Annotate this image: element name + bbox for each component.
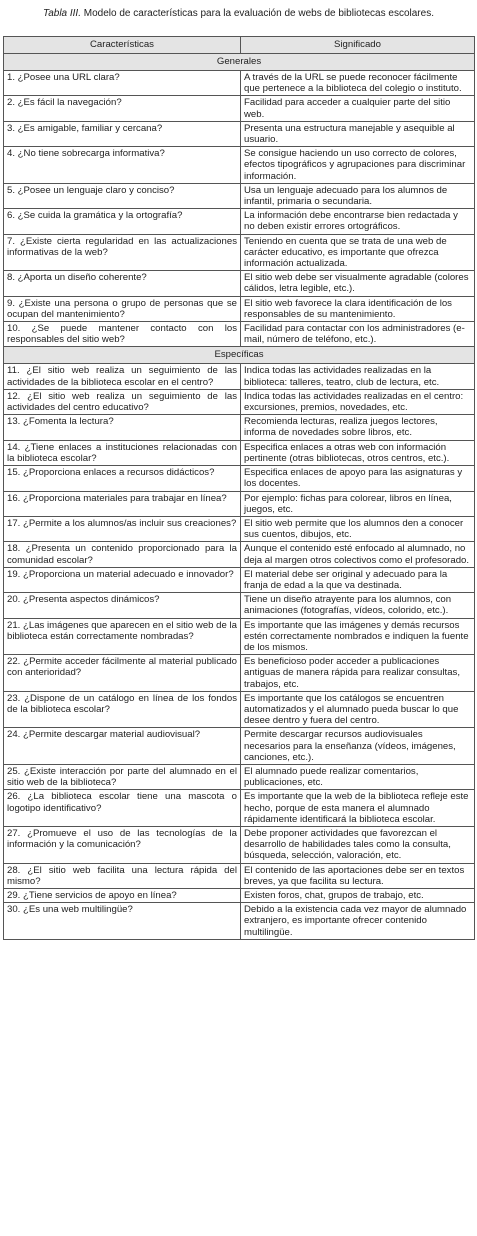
characteristic-cell: 16. ¿Proporciona materiales para trabajar en línea? bbox=[4, 491, 241, 516]
meaning-cell: El material debe ser original y adecuado para la franja de edad a la que va destinada. bbox=[241, 567, 475, 592]
section-row bbox=[4, 347, 475, 364]
section-row bbox=[4, 54, 475, 71]
characteristic-cell: 29. ¿Tiene servicios de apoyo en línea? bbox=[4, 889, 241, 903]
characteristic-cell: 23. ¿Dispone de un catálogo en línea de los fondos de la biblioteca escolar? bbox=[4, 691, 241, 728]
table-row bbox=[4, 389, 475, 414]
table-row bbox=[4, 863, 475, 888]
table-row bbox=[4, 691, 475, 728]
meaning-cell: El sitio web debe ser visualmente agradable (colores cálidos, letra legible, etc.). bbox=[241, 271, 475, 296]
table-row bbox=[4, 618, 475, 655]
characteristic-cell: 28. ¿El sitio web facilita una lectura rápida del mismo? bbox=[4, 863, 241, 888]
meaning-cell: El sitio web permite que los alumnos den a conocer sus cuentos, dibujos, etc. bbox=[241, 516, 475, 541]
header-characteristics: Características bbox=[4, 37, 241, 54]
meaning-cell: Debe proponer actividades que favorezcan el desarrollo de habilidades tales como la consulta, búsqueda, selección, valoración, etc. bbox=[241, 826, 475, 863]
characteristic-cell: 10. ¿Se puede mantener contacto con los responsables del sitio web? bbox=[4, 322, 241, 347]
table-row bbox=[4, 790, 475, 827]
meaning-cell: Especifica enlaces a otras web con información pertinente (otras bibliotecas, otros centros, etc.). bbox=[241, 440, 475, 465]
meaning-cell: Tiene un diseño atrayente para los alumnos, con animaciones (fotografías, vídeos, colorido, etc.). bbox=[241, 593, 475, 618]
meaning-cell: Teniendo en cuenta que se trata de una web de carácter educativo, es importante que ofrezca información actualizada. bbox=[241, 234, 475, 271]
characteristic-cell: 19. ¿Proporciona un material adecuado e innovador? bbox=[4, 567, 241, 592]
table-row bbox=[4, 903, 475, 940]
table-row bbox=[4, 322, 475, 347]
characteristic-cell: 4. ¿No tiene sobrecarga informativa? bbox=[4, 147, 241, 184]
table-row bbox=[4, 121, 475, 146]
characteristic-cell: 12. ¿El sitio web realiza un seguimiento de las actividades del centro educativo? bbox=[4, 389, 241, 414]
table-body bbox=[4, 54, 475, 940]
characteristic-cell: 5. ¿Posee un lenguaje claro y conciso? bbox=[4, 183, 241, 208]
table-row bbox=[4, 491, 475, 516]
characteristic-cell: 22. ¿Permite acceder fácilmente al material publicado con anterioridad? bbox=[4, 655, 241, 692]
meaning-cell: El contenido de las aportaciones debe ser en textos breves, ya que facilita su lectura. bbox=[241, 863, 475, 888]
section-title: Específicas bbox=[4, 347, 475, 364]
meaning-cell: Indica todas las actividades realizadas en el centro: excursiones, premios, novedades, etc. bbox=[241, 389, 475, 414]
meaning-cell: Por ejemplo: fichas para colorear, libros en línea, juegos, etc. bbox=[241, 491, 475, 516]
meaning-cell: El alumnado puede realizar comentarios, publicaciones, etc. bbox=[241, 764, 475, 789]
characteristic-cell: 9. ¿Existe una persona o grupo de personas que se ocupan del mantenimiento? bbox=[4, 296, 241, 321]
table-row bbox=[4, 764, 475, 789]
meaning-cell: Permite descargar recursos audiovisuales necesarios para la enseñanza (vídeos, imágenes, canciones, etc.). bbox=[241, 728, 475, 765]
table-row bbox=[4, 415, 475, 440]
table-row bbox=[4, 234, 475, 271]
table-caption bbox=[3, 8, 474, 24]
meaning-cell: Usa un lenguaje adecuado para los alumnos de infantil, primaria o secundaria. bbox=[241, 183, 475, 208]
table-row bbox=[4, 271, 475, 296]
table-row bbox=[4, 567, 475, 592]
table-row bbox=[4, 209, 475, 234]
table-row bbox=[4, 364, 475, 389]
characteristic-cell: 8. ¿Aporta un diseño coherente? bbox=[4, 271, 241, 296]
characteristic-cell: 18. ¿Presenta un contenido proporcionado para la comunidad escolar? bbox=[4, 542, 241, 567]
table-row bbox=[4, 96, 475, 121]
characteristics-table bbox=[3, 36, 475, 940]
meaning-cell: Facilidad para acceder a cualquier parte del sitio web. bbox=[241, 96, 475, 121]
table-row bbox=[4, 296, 475, 321]
characteristic-cell: 6. ¿Se cuida la gramática y la ortografía? bbox=[4, 209, 241, 234]
characteristic-cell: 13. ¿Fomenta la lectura? bbox=[4, 415, 241, 440]
meaning-cell: La información debe encontrarse bien redactada y no deben existir errores ortográficos. bbox=[241, 209, 475, 234]
table-row bbox=[4, 593, 475, 618]
table-row bbox=[4, 147, 475, 184]
meaning-cell: Recomienda lecturas, realiza juegos lectores, informa de novedades sobre libros, etc. bbox=[241, 415, 475, 440]
characteristic-cell: 14. ¿Tiene enlaces a instituciones relacionadas con la biblioteca escolar? bbox=[4, 440, 241, 465]
characteristic-cell: 27. ¿Promueve el uso de las tecnologías de la información y la comunicación? bbox=[4, 826, 241, 863]
meaning-cell: Se consigue haciendo un uso correcto de colores, efectos tipográficos y agrupaciones para discriminar información. bbox=[241, 147, 475, 184]
characteristic-cell: 3. ¿Es amigable, familiar y cercana? bbox=[4, 121, 241, 146]
characteristic-cell: 15. ¿Proporciona enlaces a recursos didácticos? bbox=[4, 466, 241, 491]
table-row bbox=[4, 71, 475, 96]
meaning-cell: A través de la URL se puede reconocer fácilmente que pertenece a la biblioteca del colegio o instituto. bbox=[241, 71, 475, 96]
table-row bbox=[4, 516, 475, 541]
header-meaning: Significado bbox=[241, 37, 475, 54]
characteristic-cell: 20. ¿Presenta aspectos dinámicos? bbox=[4, 593, 241, 618]
meaning-cell: Debido a la existencia cada vez mayor de alumnado extranjero, es importante ofrecer contenido multilingüe. bbox=[241, 903, 475, 940]
characteristic-cell: 7. ¿Existe cierta regularidad en las actualizaciones informativas de la web? bbox=[4, 234, 241, 271]
characteristic-cell: 17. ¿Permite a los alumnos/as incluir sus creaciones? bbox=[4, 516, 241, 541]
meaning-cell: Es importante que los catálogos se encuentren automatizados y el alumnado pueda buscar lo que desee dentro y fuera del centro. bbox=[241, 691, 475, 728]
characteristic-cell: 24. ¿Permite descargar material audiovisual? bbox=[4, 728, 241, 765]
characteristic-cell: 30. ¿Es una web multilingüe? bbox=[4, 903, 241, 940]
section-title: Generales bbox=[4, 54, 475, 71]
characteristic-cell: 26. ¿La biblioteca escolar tiene una mascota o logotipo identificativo? bbox=[4, 790, 241, 827]
characteristic-cell: 21. ¿Las imágenes que aparecen en el sitio web de la biblioteca están correctamente nombradas? bbox=[4, 618, 241, 655]
table-row bbox=[4, 440, 475, 465]
meaning-cell: Es importante que la web de la biblioteca refleje este hecho, porque de esta manera el alumnado rápidamente identificará la biblioteca escolar. bbox=[241, 790, 475, 827]
table-row bbox=[4, 728, 475, 765]
table-row bbox=[4, 826, 475, 863]
table-row bbox=[4, 466, 475, 491]
header-row bbox=[4, 37, 475, 54]
meaning-cell: Presenta una estructura manejable y asequible al usuario. bbox=[241, 121, 475, 146]
meaning-cell: Facilidad para contactar con los administradores (e-mail, número de teléfono, etc.). bbox=[241, 322, 475, 347]
characteristic-cell: 1. ¿Posee una URL clara? bbox=[4, 71, 241, 96]
characteristic-cell: 11. ¿El sitio web realiza un seguimiento de las actividades de la biblioteca escolar en el centro? bbox=[4, 364, 241, 389]
table-row bbox=[4, 655, 475, 692]
table-number: Tabla III. bbox=[43, 8, 81, 19]
meaning-cell: Es beneficioso poder acceder a publicaciones antiguas de manera rápida para realizar consultas, trabajos, etc. bbox=[241, 655, 475, 692]
meaning-cell: El sitio web favorece la clara identificación de los responsables de su mantenimiento. bbox=[241, 296, 475, 321]
table-row bbox=[4, 183, 475, 208]
table-title: Modelo de características para la evaluación de webs de bibliotecas escolares. bbox=[83, 8, 434, 19]
table-row bbox=[4, 542, 475, 567]
characteristic-cell: 2. ¿Es fácil la navegación? bbox=[4, 96, 241, 121]
meaning-cell: Existen foros, chat, grupos de trabajo, etc. bbox=[241, 889, 475, 903]
meaning-cell: Aunque el contenido esté enfocado al alumnado, no deja al margen otros colectivos como el profesorado. bbox=[241, 542, 475, 567]
meaning-cell: Especifica enlaces de apoyo para las asignaturas y los docentes. bbox=[241, 466, 475, 491]
meaning-cell: Indica todas las actividades realizadas en la biblioteca: talleres, teatro, club de lectura, etc. bbox=[241, 364, 475, 389]
characteristic-cell: 25. ¿Existe interacción por parte del alumnado en el sitio web de la biblioteca? bbox=[4, 764, 241, 789]
table-row bbox=[4, 889, 475, 903]
meaning-cell: Es importante que las imágenes y demás recursos estén correctamente nombrados e indiquen la fuente de los mismos. bbox=[241, 618, 475, 655]
